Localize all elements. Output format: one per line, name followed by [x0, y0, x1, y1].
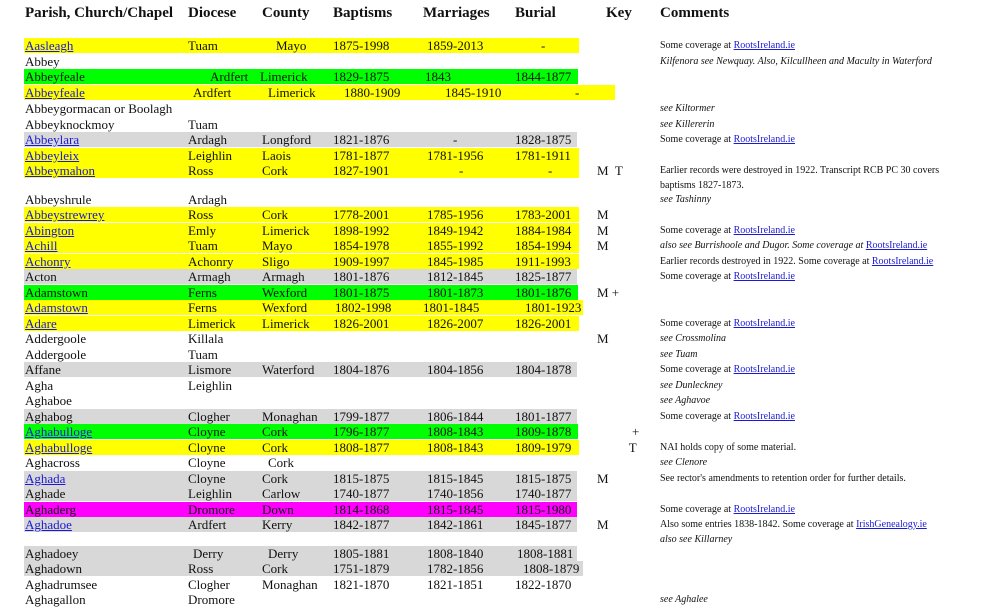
- county-cell: Monaghan: [262, 577, 318, 592]
- parish-name[interactable]: Aghada: [25, 471, 66, 486]
- diocese-cell: Ardfert: [210, 69, 249, 84]
- parish-name[interactable]: Aasleagh: [25, 38, 74, 53]
- county-cell: Carlow: [262, 486, 301, 501]
- marriages-cell: 1815-1845: [427, 471, 484, 486]
- county-cell: Laois: [262, 148, 291, 163]
- header-parish: Parish, Church/Chapel: [25, 5, 174, 21]
- comment: [660, 331, 726, 346]
- diocese-cell: Armagh: [188, 269, 231, 284]
- burial-cell: 1815-1980: [515, 502, 572, 517]
- comment: [660, 455, 707, 470]
- row-highlight: [24, 517, 577, 532]
- comment-text: Some coverage at: [660, 364, 734, 375]
- table-row: [0, 486, 1000, 501]
- parish-name[interactable]: Abbeystrewrey: [25, 207, 105, 222]
- comment: [660, 502, 795, 517]
- diocese-cell: Tuam: [188, 347, 218, 362]
- marriages-cell: 1842-1861: [427, 517, 484, 532]
- parish-name[interactable]: Aghadoe: [25, 517, 72, 532]
- comment: [660, 254, 933, 269]
- parish-name[interactable]: Adamstown: [25, 300, 88, 315]
- comment-text: Kilfenora see Newquay. Also, Kilcullheen and Maculty in Waterford: [660, 56, 932, 67]
- comment-text: Some coverage at: [660, 504, 734, 515]
- key-cell: T: [616, 440, 637, 455]
- key-cell: M: [597, 471, 609, 486]
- table-row: [0, 331, 1000, 346]
- county-cell: Mayo: [276, 38, 307, 53]
- row-highlight: [24, 238, 579, 253]
- burial-cell: 1781-1911: [515, 148, 571, 163]
- table-row: [0, 101, 1000, 116]
- comment: [660, 362, 795, 377]
- county-cell: Wexford: [262, 300, 308, 315]
- parish-name: Aghagallon: [25, 592, 86, 607]
- diocese-cell: Clogher: [188, 577, 230, 592]
- row-highlight: [24, 561, 583, 576]
- comment-text: see Crossmolina: [660, 333, 727, 344]
- parish-name: Aghacross: [25, 455, 80, 470]
- burial-cell: -: [541, 38, 546, 53]
- comment-text: Some coverage at: [660, 271, 734, 282]
- burial-cell: 1783-2001: [515, 207, 572, 222]
- baptisms-cell: 1778-2001: [333, 207, 390, 222]
- baptisms-cell: 1801-1876: [333, 269, 390, 284]
- table-row: [0, 347, 1000, 362]
- baptisms-cell: 1802-1998: [335, 300, 392, 315]
- burial-cell: 1825-1877: [515, 269, 572, 284]
- marriages-cell: 1845-1910: [445, 85, 502, 100]
- comment-link[interactable]: RootsIreland.ie: [733, 134, 795, 145]
- burial-cell: -: [575, 85, 580, 100]
- county-cell: Cork: [262, 471, 288, 486]
- burial-cell: 1801-1877: [515, 409, 572, 424]
- table-row: [0, 502, 1000, 517]
- marriages-cell: 1804-1856: [427, 362, 484, 377]
- key-cell: +: [619, 424, 640, 439]
- row-highlight: [24, 148, 579, 163]
- baptisms-cell: 1842-1877: [333, 517, 390, 532]
- county-cell: Limerick: [262, 223, 310, 238]
- row-highlight: [24, 85, 615, 100]
- comment-text: see Dunleckney: [660, 380, 723, 391]
- comment: [660, 117, 714, 132]
- comment-text: See rector's amendments to retention order for further details.: [660, 473, 906, 484]
- row-highlight: [24, 486, 577, 501]
- parish-name[interactable]: Abington: [25, 223, 75, 238]
- baptisms-cell: 1909-1997: [333, 254, 390, 269]
- table-row: [0, 163, 1000, 191]
- county-cell: Cork: [262, 561, 288, 576]
- diocese-cell: Dromore: [188, 592, 235, 607]
- county-cell: Derry: [268, 546, 299, 561]
- comment-text: see Clenore: [660, 457, 708, 468]
- comment-text: Earlier records were destroyed in 1922. Transcript RCB PC 30 covers: [660, 165, 940, 176]
- table-row: [0, 223, 1000, 238]
- comment-text: see Kiltormer: [660, 103, 715, 114]
- parish-name: Aghabog: [25, 409, 73, 424]
- table-row: [0, 440, 1000, 455]
- parish-name: Aghadown: [25, 561, 83, 576]
- comment: [660, 409, 795, 424]
- burial-cell: 1808-1879: [523, 561, 580, 576]
- marriages-cell: 1740-1856: [427, 486, 484, 501]
- marriages-cell: 1843: [425, 69, 451, 84]
- county-cell: Wexford: [262, 285, 308, 300]
- comment: [660, 38, 795, 53]
- burial-cell: 1826-2001: [515, 316, 572, 331]
- table-row: [0, 269, 1000, 284]
- diocese-cell: Tuam: [188, 117, 218, 132]
- comment-link[interactable]: RootsIreland.ie: [871, 256, 934, 267]
- comment-link[interactable]: RootsIreland.ie: [865, 240, 928, 251]
- diocese-cell: Cloyne: [188, 424, 226, 439]
- burial-cell: 1884-1984: [515, 223, 572, 238]
- table-row: [0, 117, 1000, 132]
- county-cell: Kerry: [262, 517, 293, 532]
- comment-link[interactable]: RootsIreland.ie: [733, 504, 795, 515]
- header-key: Key: [606, 5, 632, 21]
- comment: [660, 440, 796, 455]
- header-diocese: Diocese: [188, 5, 237, 21]
- header-baptisms: Baptisms: [333, 5, 393, 21]
- header-county: County: [262, 5, 310, 21]
- parish-name: Abbeyshrule: [25, 192, 92, 207]
- parish-name[interactable]: Abbeyfeale: [25, 85, 85, 100]
- comment: [660, 517, 927, 532]
- marriages-cell: 1849-1942: [427, 223, 484, 238]
- comment: [660, 347, 698, 362]
- table-row: [0, 517, 1000, 545]
- comment: [660, 471, 906, 486]
- diocese-cell: Lismore: [188, 362, 232, 377]
- baptisms-cell: 1805-1881: [333, 546, 390, 561]
- key-cell: M: [597, 207, 609, 222]
- diocese-cell: Cloyne: [188, 440, 226, 455]
- comment-text: also see Burrishoole and Dugor. Some coverage at: [660, 240, 866, 251]
- county-cell: Cork: [262, 207, 288, 222]
- diocese-cell: Ardagh: [188, 192, 227, 207]
- table-row: [0, 85, 1000, 100]
- parish-name: Abbeyknockmoy: [25, 117, 115, 132]
- table-row: [0, 393, 1000, 408]
- marriages-cell: 1808-1840: [427, 546, 484, 561]
- comment-text: Some coverage at: [660, 40, 734, 51]
- marriages-cell: 1815-1845: [427, 502, 484, 517]
- county-cell: Limerick: [262, 316, 310, 331]
- comment: [660, 101, 715, 116]
- header-comments: Comments: [660, 5, 730, 21]
- comment: [660, 269, 795, 284]
- baptisms-cell: 1875-1998: [333, 38, 390, 53]
- diocese-cell: Tuam: [188, 38, 218, 53]
- baptisms-cell: 1880-1909: [344, 85, 401, 100]
- burial-cell: 1845-1877: [515, 517, 572, 532]
- row-highlight: [24, 207, 579, 222]
- county-cell: Limerick: [260, 69, 308, 84]
- burial-cell: -: [548, 163, 553, 178]
- diocese-cell: Cloyne: [188, 471, 226, 486]
- county-cell: Limerick: [268, 85, 316, 100]
- diocese-cell: Ferns: [188, 285, 217, 300]
- marriages-cell: 1808-1843: [427, 440, 484, 455]
- baptisms-cell: 1815-1875: [333, 471, 390, 486]
- parish-name[interactable]: Abbeyleix: [25, 148, 80, 163]
- marriages-cell: 1859-2013: [427, 38, 484, 53]
- diocese-cell: Ferns: [188, 300, 217, 315]
- marriages-cell: 1801-1845: [423, 300, 480, 315]
- county-cell: Cork: [268, 455, 294, 470]
- comment: [660, 592, 708, 607]
- table-row: [0, 54, 1000, 69]
- table-row: [0, 316, 1000, 331]
- parish-name[interactable]: Abbeymahon: [25, 163, 96, 178]
- row-highlight: [24, 502, 577, 517]
- comment: [660, 238, 927, 253]
- diocese-cell: Ardfert: [193, 85, 232, 100]
- diocese-cell: Dromore: [188, 502, 235, 517]
- parish-name: Adamstown: [25, 285, 88, 300]
- table-row: [0, 546, 1000, 561]
- comment-continuation: also see Killarney: [660, 534, 733, 545]
- table-row: [0, 577, 1000, 592]
- burial-cell: 1804-1878: [515, 362, 572, 377]
- row-highlight: [24, 254, 579, 269]
- burial-cell: 1815-1875: [515, 471, 572, 486]
- diocese-cell: Ardagh: [188, 132, 227, 147]
- diocese-cell: Leighlin: [188, 378, 233, 393]
- comment-link[interactable]: RootsIreland.ie: [733, 411, 795, 422]
- table-row: [0, 424, 1000, 439]
- marriages-cell: -: [459, 163, 464, 178]
- comment: [660, 393, 710, 408]
- baptisms-cell: 1821-1870: [333, 577, 390, 592]
- comment-link[interactable]: IrishGenealogy.ie: [856, 519, 927, 530]
- comment-text: Some coverage at: [660, 411, 734, 422]
- table-row: [0, 378, 1000, 393]
- burial-cell: 1828-1875: [515, 132, 572, 147]
- comment-text: NAI holds copy of some material.: [660, 442, 797, 453]
- diocese-cell: Tuam: [188, 238, 218, 253]
- key-cell: M T: [597, 163, 623, 178]
- marriages-cell: 1808-1843: [427, 424, 484, 439]
- table-row: [0, 132, 1000, 147]
- burial-cell: 1808-1881: [517, 546, 574, 561]
- diocese-cell: Leighlin: [188, 486, 233, 501]
- row-highlight: [24, 546, 577, 561]
- county-cell: Waterford: [262, 362, 315, 377]
- comment-text: Some coverage at: [660, 225, 734, 236]
- row-highlight: [24, 424, 578, 439]
- parish-name: Acton: [25, 269, 57, 284]
- table-row: [0, 38, 1000, 53]
- county-cell: Monaghan: [262, 409, 318, 424]
- comment: [660, 192, 711, 207]
- comment-link[interactable]: RootsIreland.ie: [733, 40, 795, 51]
- marriages-cell: 1781-1956: [427, 148, 484, 163]
- burial-cell: 1801-1876: [515, 285, 572, 300]
- parish-name[interactable]: Aghabulloge: [25, 424, 93, 439]
- parish-name[interactable]: Achonry: [25, 254, 71, 269]
- table-row: [0, 300, 1000, 315]
- comment: [660, 54, 932, 69]
- table-row: [0, 238, 1000, 253]
- county-cell: Armagh: [262, 269, 305, 284]
- marriages-cell: 1801-1873: [427, 285, 484, 300]
- marriages-cell: 1812-1845: [427, 269, 484, 284]
- key-cell: M +: [597, 285, 620, 300]
- comment-link[interactable]: RootsIreland.ie: [733, 271, 795, 282]
- baptisms-cell: 1854-1978: [333, 238, 390, 253]
- comment-text: see Aghalee: [660, 594, 708, 605]
- burial-cell: 1911-1993: [515, 254, 571, 269]
- county-cell: Cork: [262, 163, 288, 178]
- baptisms-cell: 1821-1876: [333, 132, 390, 147]
- comment: [660, 378, 722, 393]
- baptisms-cell: 1829-1875: [333, 69, 390, 84]
- comment-continuation: baptisms 1827-1873.: [660, 180, 744, 191]
- parish-name[interactable]: Adare: [25, 316, 57, 331]
- parish-name: Aghaboe: [25, 393, 72, 408]
- comment-link[interactable]: RootsIreland.ie: [733, 364, 795, 375]
- burial-cell: 1844-1877: [515, 69, 572, 84]
- header-marriages: Marriages: [423, 5, 490, 21]
- burial-cell: 1809-1979: [515, 440, 572, 455]
- table-row: [0, 254, 1000, 269]
- parish-name: Abbeyfeale: [25, 69, 85, 84]
- diocese-cell: Limerick: [188, 316, 236, 331]
- county-cell: Down: [262, 502, 294, 517]
- marriages-cell: 1826-2007: [427, 316, 484, 331]
- parish-name[interactable]: Achill: [25, 238, 58, 253]
- county-cell: Cork: [262, 440, 288, 455]
- diocese-cell: Ardfert: [188, 517, 227, 532]
- parish-name: Abbeygormacan or Boolagh: [25, 101, 173, 116]
- key-cell: M: [597, 517, 609, 532]
- diocese-cell: Cloyne: [188, 455, 226, 470]
- county-cell: Longford: [262, 132, 312, 147]
- comment: [660, 316, 795, 331]
- comment-text: see Tashinny: [660, 194, 712, 205]
- table-row: [0, 207, 1000, 222]
- county-cell: Sligo: [262, 254, 290, 269]
- burial-cell: 1822-1870: [515, 577, 572, 592]
- row-highlight: [24, 163, 579, 178]
- parish-name: Aghade: [25, 486, 66, 501]
- county-cell: Mayo: [262, 238, 293, 253]
- key-cell: M: [597, 238, 609, 253]
- baptisms-cell: 1827-1901: [333, 163, 390, 178]
- row-highlight: [24, 471, 577, 486]
- table-row: [0, 362, 1000, 377]
- comment-text: see Aghavoe: [660, 395, 711, 406]
- marriages-cell: -: [453, 132, 458, 147]
- comment-link[interactable]: RootsIreland.ie: [733, 318, 795, 329]
- county-cell: Cork: [262, 424, 288, 439]
- comment-text: Some coverage at: [660, 134, 734, 145]
- parish-name: Aghaderg: [25, 502, 77, 517]
- comment-link[interactable]: RootsIreland.ie: [733, 225, 795, 236]
- comment-text: Also some entries 1838-1842. Some coverage at: [660, 519, 857, 530]
- comment: [660, 223, 795, 238]
- parish-name[interactable]: Aghabulloge: [25, 440, 93, 455]
- marriages-cell: 1806-1844: [427, 409, 484, 424]
- baptisms-cell: 1898-1992: [333, 223, 390, 238]
- burial-cell: 1740-1877: [515, 486, 572, 501]
- table-row: [0, 148, 1000, 163]
- header-burial: Burial: [515, 5, 556, 21]
- baptisms-cell: 1801-1875: [333, 285, 390, 300]
- diocese-cell: Leighlin: [188, 148, 233, 163]
- parish-name: Abbey: [25, 54, 60, 69]
- baptisms-cell: 1814-1868: [333, 502, 390, 517]
- table-row: [0, 561, 1000, 576]
- table-row: [0, 285, 1000, 300]
- diocese-cell: Ross: [188, 163, 214, 178]
- table-row: [0, 69, 1000, 84]
- key-cell: M: [597, 331, 609, 346]
- marriages-cell: 1821-1851: [427, 577, 484, 592]
- parish-name: Addergoole: [25, 347, 87, 362]
- diocese-cell: Clogher: [188, 409, 230, 424]
- table-row: [0, 455, 1000, 470]
- parish-name: Addergoole: [25, 331, 87, 346]
- diocese-cell: Ross: [188, 561, 214, 576]
- baptisms-cell: 1781-1877: [333, 148, 390, 163]
- marriages-cell: 1845-1985: [427, 254, 484, 269]
- baptisms-cell: 1796-1877: [333, 424, 390, 439]
- diocese-cell: Killala: [188, 331, 224, 346]
- comment-text: Earlier records destroyed in 1922. Some coverage at: [660, 256, 872, 267]
- comment: [660, 132, 795, 147]
- baptisms-cell: 1826-2001: [333, 316, 390, 331]
- comment-text: Some coverage at: [660, 318, 734, 329]
- comment-text: see Killererin: [660, 119, 715, 130]
- diocese-cell: Ross: [188, 207, 214, 222]
- burial-cell: 1809-1878: [515, 424, 572, 439]
- table-row: [0, 471, 1000, 486]
- marriages-cell: 1782-1856: [427, 561, 484, 576]
- key-cell: M: [597, 223, 609, 238]
- burial-cell: 1801-1923: [525, 300, 582, 315]
- diocese-cell: Achonry: [188, 254, 234, 269]
- baptisms-cell: 1751-1879: [333, 561, 390, 576]
- diocese-cell: Emly: [188, 223, 217, 238]
- baptisms-cell: 1804-1876: [333, 362, 390, 377]
- row-highlight: [24, 440, 579, 455]
- baptisms-cell: 1740-1877: [333, 486, 390, 501]
- diocese-cell: Derry: [193, 546, 224, 561]
- marriages-cell: 1785-1956: [427, 207, 484, 222]
- table-row: [0, 192, 1000, 207]
- parish-name: Agha: [25, 378, 54, 393]
- parish-name: Aghadoey: [25, 546, 79, 561]
- comment: [660, 163, 939, 178]
- table-row: [0, 592, 1000, 607]
- marriages-cell: 1855-1992: [427, 238, 484, 253]
- parish-name: Aghadrumsee: [25, 577, 98, 592]
- parish-name: Affane: [25, 362, 61, 377]
- burial-cell: 1854-1994: [515, 238, 572, 253]
- parish-name[interactable]: Abbeylara: [25, 132, 80, 147]
- comment-text: see Tuam: [660, 349, 698, 360]
- table-row: [0, 409, 1000, 424]
- baptisms-cell: 1808-1877: [333, 440, 390, 455]
- baptisms-cell: 1799-1877: [333, 409, 390, 424]
